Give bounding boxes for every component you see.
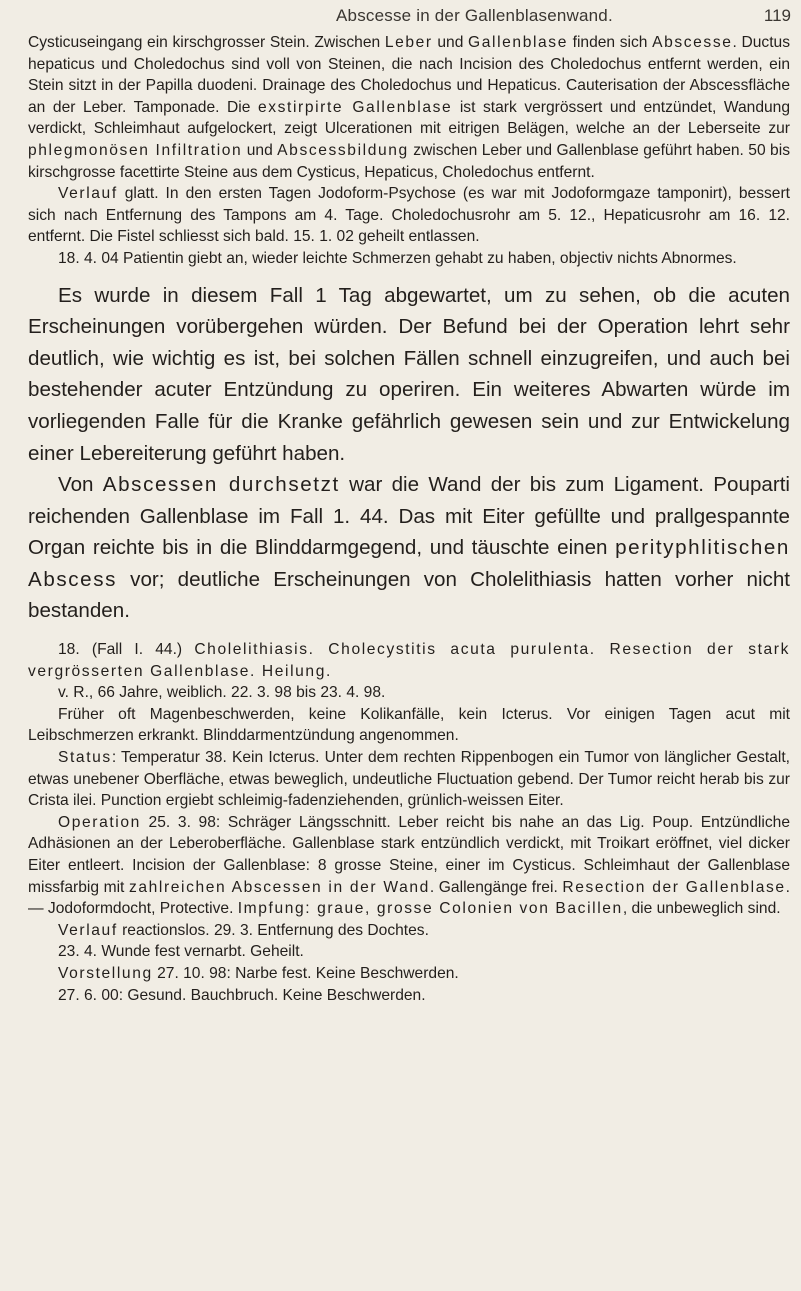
running-title: Abscesse in der Gallenblasenwand. xyxy=(336,6,613,25)
discussion xyxy=(28,280,790,628)
case-patient: v. R., 66 Jahre, weiblich. 22. 3. 98 bis 23. 4. 98. xyxy=(58,684,386,702)
page-number: 119 xyxy=(763,6,791,25)
paragraph-operation-findings: Cysticuseingang ein kirschgrosser Stein. Zwischen Leber und Gallenblase finden sich Abscesse. Ductus hepaticus und Choledochus sind voll von Steinen, die nach Incision des Choledochus entfernt werden, ein Stein sitzt in der Papilla duodeni. Drainage des Choledochus und Hepaticus. Cauterisation der Abscessfläche an der Leber. Tamponade. Die exstirpirte Gallenblase ist stark vergrössert und entzündet, Wandung verdickt, Schleimhaut aufgelockert, zeigt Ulcerationen mit eitrigen Belägen, welche an der Leberseite zur phlegmonösen Infiltration und Abscessbildung zwischen Leber und Gallenblase geführt haben. 50 bis kirschgrosse facettirte Steine aus dem Cysticus, Hepaticus, Choledochus entfernt. xyxy=(28,34,791,181)
paragraph-discussion-1: Es wurde in diesem Fall 1 Tag abgewartet, um zu sehen, ob die acuten Erscheinungen vorübergehen würden. Der Befund bei der Operation lehrt sehr deutlich, wie wichtig es ist, bei solchen Fällen schnell einzugreifen, und auch bei bestehender acuter Entzündung zu operiren. Ein weiteres Abwarten würde im vorliegenden Falle für die Kranke gefährlich gewesen sein und zur Entwickelung einer Lebereiterung geführt haben. xyxy=(28,283,790,465)
case-report-18 xyxy=(28,639,790,1006)
case-heading: 18. (Fall I. 44.) Cholelithiasis. Cholecystitis acuta purulenta. Resection der stark vergrösserten Gallenblase. Heilung. xyxy=(28,641,790,680)
case-outcome: 23. 4. Wunde fest vernarbt. Geheilt. xyxy=(58,943,304,961)
case-report-continued xyxy=(28,32,790,270)
paragraph-discussion-2: Von Abscessen durchsetzt war die Wand der bis zum Ligament. Pouparti reichenden Gallenblase im Fall 1. 44. Das mit Eiter gefüllte und prallgespannte Organ reichte bis in die Blinddarmgegend, und täuschte einen perityphlitischen Abscess vor; deutliche Erscheinungen von Cholelithiasis hatten vorher nicht bestanden. xyxy=(28,473,791,623)
page-body xyxy=(28,32,790,1006)
case-status: Status: Temperatur 38. Kein Icterus. Unter dem rechten Rippenbogen ein Tumor von länglicher Gestalt, etwas unebener Oberfläche, etwas beweglich, undeutliche Fluctuation gebend. Der Tumor reicht herab bis zur Crista ilei. Punction ergiebt schleimig-fadenziehenden, grünlich-weissen Eiter. xyxy=(28,749,790,810)
paragraph-course: Verlauf glatt. In den ersten Tagen Jodoform-Psychose (es war mit Jodoformgaze tamponirt), bessert sich nach Entfernung des Tampons am 4. Tage. Choledochusrohr am 5. 12., Hepaticusrohr am 16. 12. entfernt. Die Fistel schliesst sich bald. 15. 1. 02 geheilt entlassen. xyxy=(28,185,790,246)
case-course: Verlauf reactionslos. 29. 3. Entfernung des Dochtes. xyxy=(58,921,429,939)
case-late-followup: 27. 6. 00: Gesund. Bauchbruch. Keine Beschwerden. xyxy=(58,986,426,1004)
paragraph-followup: 18. 4. 04 Patientin giebt an, wieder leichte Schmerzen gehabt zu haben, objectiv nichts Abnormes. xyxy=(58,249,737,267)
case-history: Früher oft Magenbeschwerden, keine Kolikanfälle, kein Icterus. Vor einigen Tagen acut mit Leibschmerzen erkrankt. Blinddarmentzündung angenommen. xyxy=(28,705,790,745)
case-operation: Operation 25. 3. 98: Schräger Längsschnitt. Leber reicht bis nahe an das Lig. Poup. Entzündliche Adhäsionen an der Leberoberfläche. Gallenblase stark entzündlich verdickt, mit Troikart eröffnet, viel dicker Eiter entleert. Incision der Gallenblase: 8 grosse Steine, einer im Cysticus. Schleimhaut der Gallenblase missfarbig mit zahlreichen Abscessen in der Wand. Gallengänge frei. Resection der Gallenblase. — Jodoformdocht, Protective. Impfung: graue, grosse Colonien von Bacillen, die unbeweglich sind. xyxy=(28,813,790,918)
case-presentation: Vorstellung 27. 10. 98: Narbe fest. Keine Beschwerden. xyxy=(58,964,459,982)
running-header xyxy=(0,4,801,34)
